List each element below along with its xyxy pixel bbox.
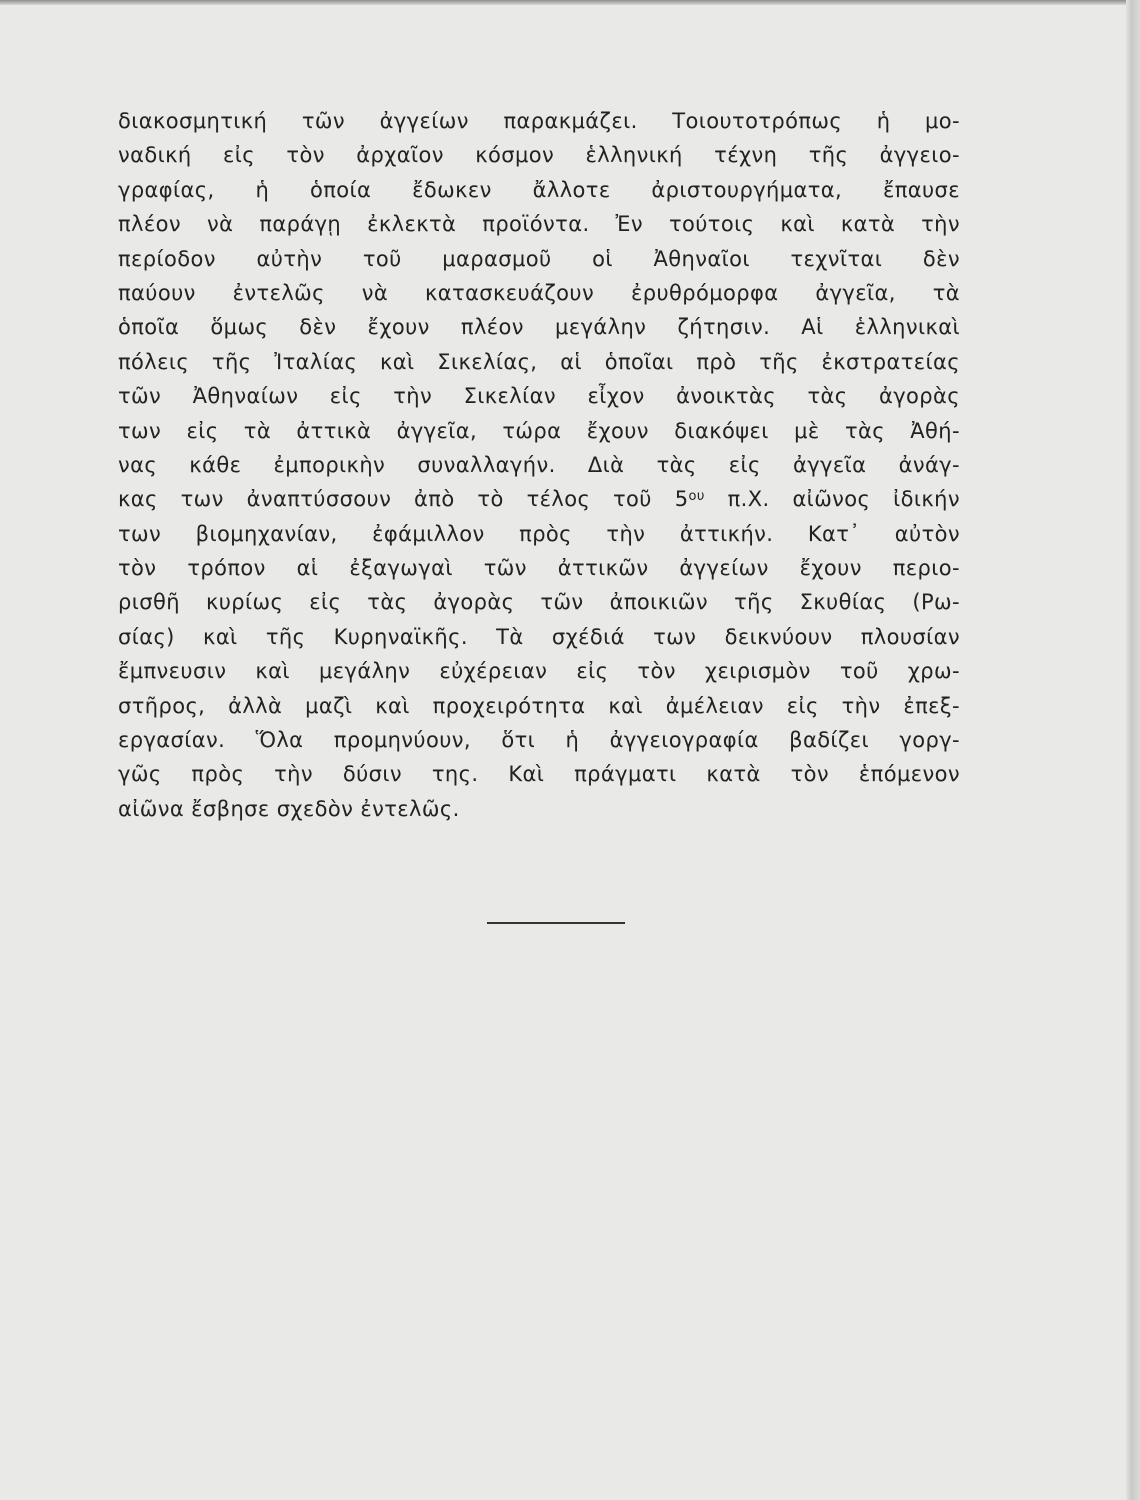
text-line: γραφίας, ἡ ὁποία ἔδωκεν ἄλλοτε ἀριστουργήματα, ἔπαυσε bbox=[118, 177, 960, 202]
text-line: νας κάθε ἐμπορικὴν συναλλαγήν. Διὰ τὰς εἰς ἀγγεῖα ἀνάγ- bbox=[118, 452, 960, 477]
text-line-final: αἰῶνα ἔσβησε σχεδὸν ἐντελῶς. bbox=[118, 796, 460, 821]
text-line: ρισθῆ κυρίως εἰς τὰς ἀγορὰς τῶν ἀποικιῶν τῆς Σκυθίας (Ρω- bbox=[118, 590, 960, 615]
text-line: σίας) καὶ τῆς Κυρηναϊκῆς. Τὰ σχέδιά των δεικνύουν πλουσίαν bbox=[118, 624, 960, 649]
text-line: γῶς πρὸς τὴν δύσιν της. Καὶ πράγματι κατὰ τὸν ἑπόμενον bbox=[118, 762, 960, 787]
ordinal-superscript: ου bbox=[688, 489, 705, 505]
text-line: ναδική εἰς τὸν ἀρχαῖον κόσμον ἑλληνική τέχνη τῆς ἀγγειο- bbox=[118, 143, 960, 168]
text-line: ἔμπνευσιν καὶ μεγάλην εὐχέρειαν εἰς τὸν χειρισμὸν τοῦ χρω- bbox=[118, 659, 960, 684]
scan-edge-right bbox=[1126, 0, 1140, 1500]
text-line: των βιομηχανίαν, ἐφάμιλλον πρὸς τὴν ἀττικήν. Κατ᾿ αὐτὸν bbox=[118, 521, 960, 546]
text-line: διακοσμητική τῶν ἀγγείων παρακμάζει. Τοιουτοτρόπως ἡ μο- bbox=[118, 109, 960, 133]
text-line: ὁποῖα ὅμως δὲν ἔχουν πλέον μεγάλην ζήτησιν. Αἱ ἑλληνικαὶ bbox=[118, 315, 960, 340]
text-line: των εἰς τὰ ἀττικὰ ἀγγεῖα, τώρα ἔχουν διακόψει μὲ τὰς Ἀθή- bbox=[118, 418, 960, 443]
text-line: πόλεις τῆς Ἰταλίας καὶ Σικελίας, αἱ ὁποῖαι πρὸ τῆς ἐκστρατείας bbox=[118, 349, 960, 374]
scan-edge-top bbox=[0, 0, 1140, 5]
text-line: πλέον νὰ παράγῃ ἐκλεκτὰ προϊόντα. Ἐν τούτοις καὶ κατὰ τὴν bbox=[118, 212, 960, 237]
text-line: παύουν ἐντελῶς νὰ κατασκευάζουν ἐρυθρόμορφα ἀγγεῖα, τὰ bbox=[118, 280, 960, 305]
text-line: περίοδον αὐτὴν τοῦ μαρασμοῦ οἱ Ἀθηναῖοι τεχνῖται δὲν bbox=[118, 246, 960, 271]
text-line: τῶν Ἀθηναίων εἰς τὴν Σικελίαν εἶχον ἀνοικτὰς τὰς ἀγορὰς bbox=[118, 384, 960, 409]
century-text-before: κας των ἀναπτύσσουν ἀπὸ τὸ τέλος τοῦ 5 bbox=[118, 487, 689, 512]
text-line: τὸν τρόπον αἱ ἐξαγωγαὶ τῶν ἀττικῶν ἀγγείων ἔχουν περιο- bbox=[118, 556, 960, 581]
text-line: εργασίαν. Ὅλα προμηνύουν, ὅτι ἡ ἀγγειογραφία βαδίζει γοργ- bbox=[118, 728, 960, 753]
century-text-after: π.Χ. αἰῶνος ἰδικήν bbox=[704, 487, 961, 512]
body-text bbox=[118, 104, 960, 826]
text-line: στῆρος, ἀλλὰ μαζὶ καὶ προχειρότητα καὶ ἀμέλειαν εἰς τὴν ἐπεξ- bbox=[118, 693, 960, 718]
text-line-century bbox=[118, 482, 960, 516]
section-end-rule bbox=[487, 922, 625, 924]
